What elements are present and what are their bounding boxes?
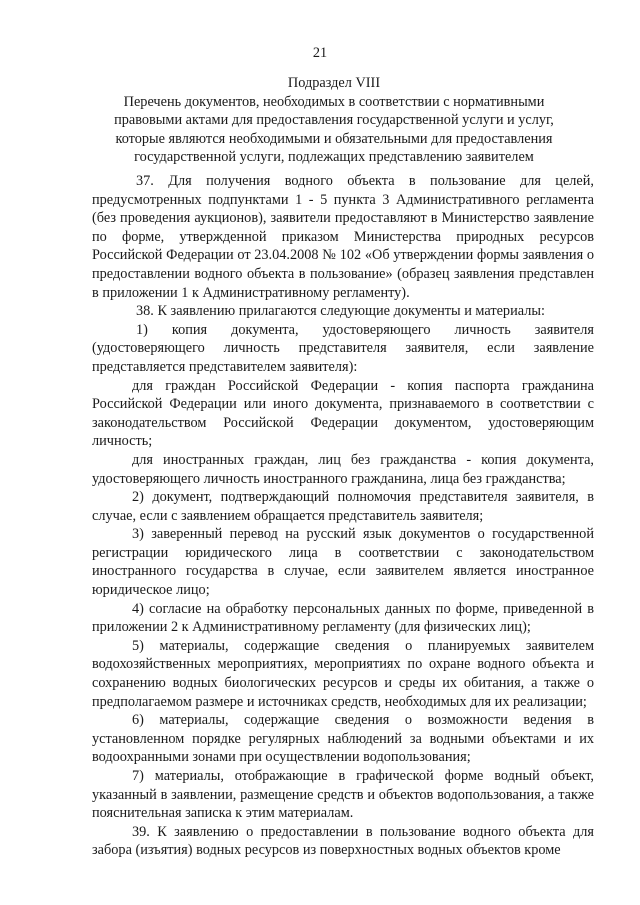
list-item-3: 3) заверенный перевод на русский язык документов о государственной регистрации юридического лица в соответствии с законодательством иностранного государства в случае, если заявителем является иностранное юридическое лицо;: [92, 526, 594, 599]
paragraph-38: 38. К заявлению прилагаются следующие документы и материалы:: [136, 303, 545, 320]
heading-line: Перечень документов, необходимых в соответствии с нормативными: [123, 93, 545, 110]
list-item-7: 7) материалы, отображающие в графической форме водный объект, указанный в заявлении, размещение средств и объектов водопользования, а также пояснительная записка к этим материалам.: [92, 768, 594, 822]
heading-line: которые являются необходимыми и обязательными для предоставления: [115, 130, 553, 147]
list-subitem-citizens: для граждан Российской Федерации - копия паспорта гражданина Российской Федерации или иного документа, признаваемого в соответствии с законодательством Российской Федерации документом, удостоверяющим личность;: [92, 377, 594, 450]
heading-line: государственной услуги, подлежащих представлению заявителем: [134, 149, 534, 166]
paragraph-39: 39. К заявлению о предоставлении в пользование водного объекта для забора (изъятия) водных ресурсов из поверхностных водных объектов кроме: [92, 823, 594, 859]
list-item-1: 1) копия документа, удостоверяющего личность заявителя (удостоверяющего личность представителя заявителя, если заявление представляется представителем заявителя):: [92, 321, 594, 375]
list-item-4: 4) согласие на обработку персональных данных по форме, приведенной в приложении 2 к Административному регламенту (для физических лиц);: [92, 600, 594, 636]
section-heading: [80, 74, 588, 167]
paragraph-37: 37. Для получения водного объекта в пользование для целей, предусмотренных подпунктами 1 - 5 пункта 3 Административного регламента (без проведения аукционов), заявители предоставляют в Министерство заявление по форме, утвержденной приказом Министерства природных ресурсов Российской Федерации от 23.04.2008 № 102 «Об утверждении формы заявления о предоставлении водного объекта в пользование» (образец заявления представлен в приложении 1 к Административному регламенту).: [92, 173, 594, 301]
page-number: 21: [312, 45, 328, 61]
subsection-title: Подраздел VIII: [287, 75, 381, 91]
list-item-2: 2) документ, подтверждающий полномочия представителя заявителя, в случае, если с заявлением обращается представитель заявителя;: [92, 489, 594, 524]
list-item-5: 5) материалы, содержащие сведения о планируемых заявителем водохозяйственных мероприятиях, мероприятиях по охране водного объекта и сохранению водных биологических ресурсов и среды их обитания, а также о предполагаемом размере и источниках средств, необходимых для их реализации;: [92, 637, 594, 710]
list-subitem-foreigners: для иностранных граждан, лиц без гражданства - копия документа, удостоверяющего личность иностранного гражданина, лица без гражданства;: [92, 451, 594, 487]
document-body: [92, 172, 594, 860]
heading-line: правовыми актами для предоставления государственной услуги и услуг,: [114, 112, 554, 129]
list-item-6: 6) материалы, содержащие сведения о возможности ведения в установленном порядке регулярных наблюдений за водными объектами и их водоохранными зонами при осуществлении водопользования;: [92, 712, 594, 766]
